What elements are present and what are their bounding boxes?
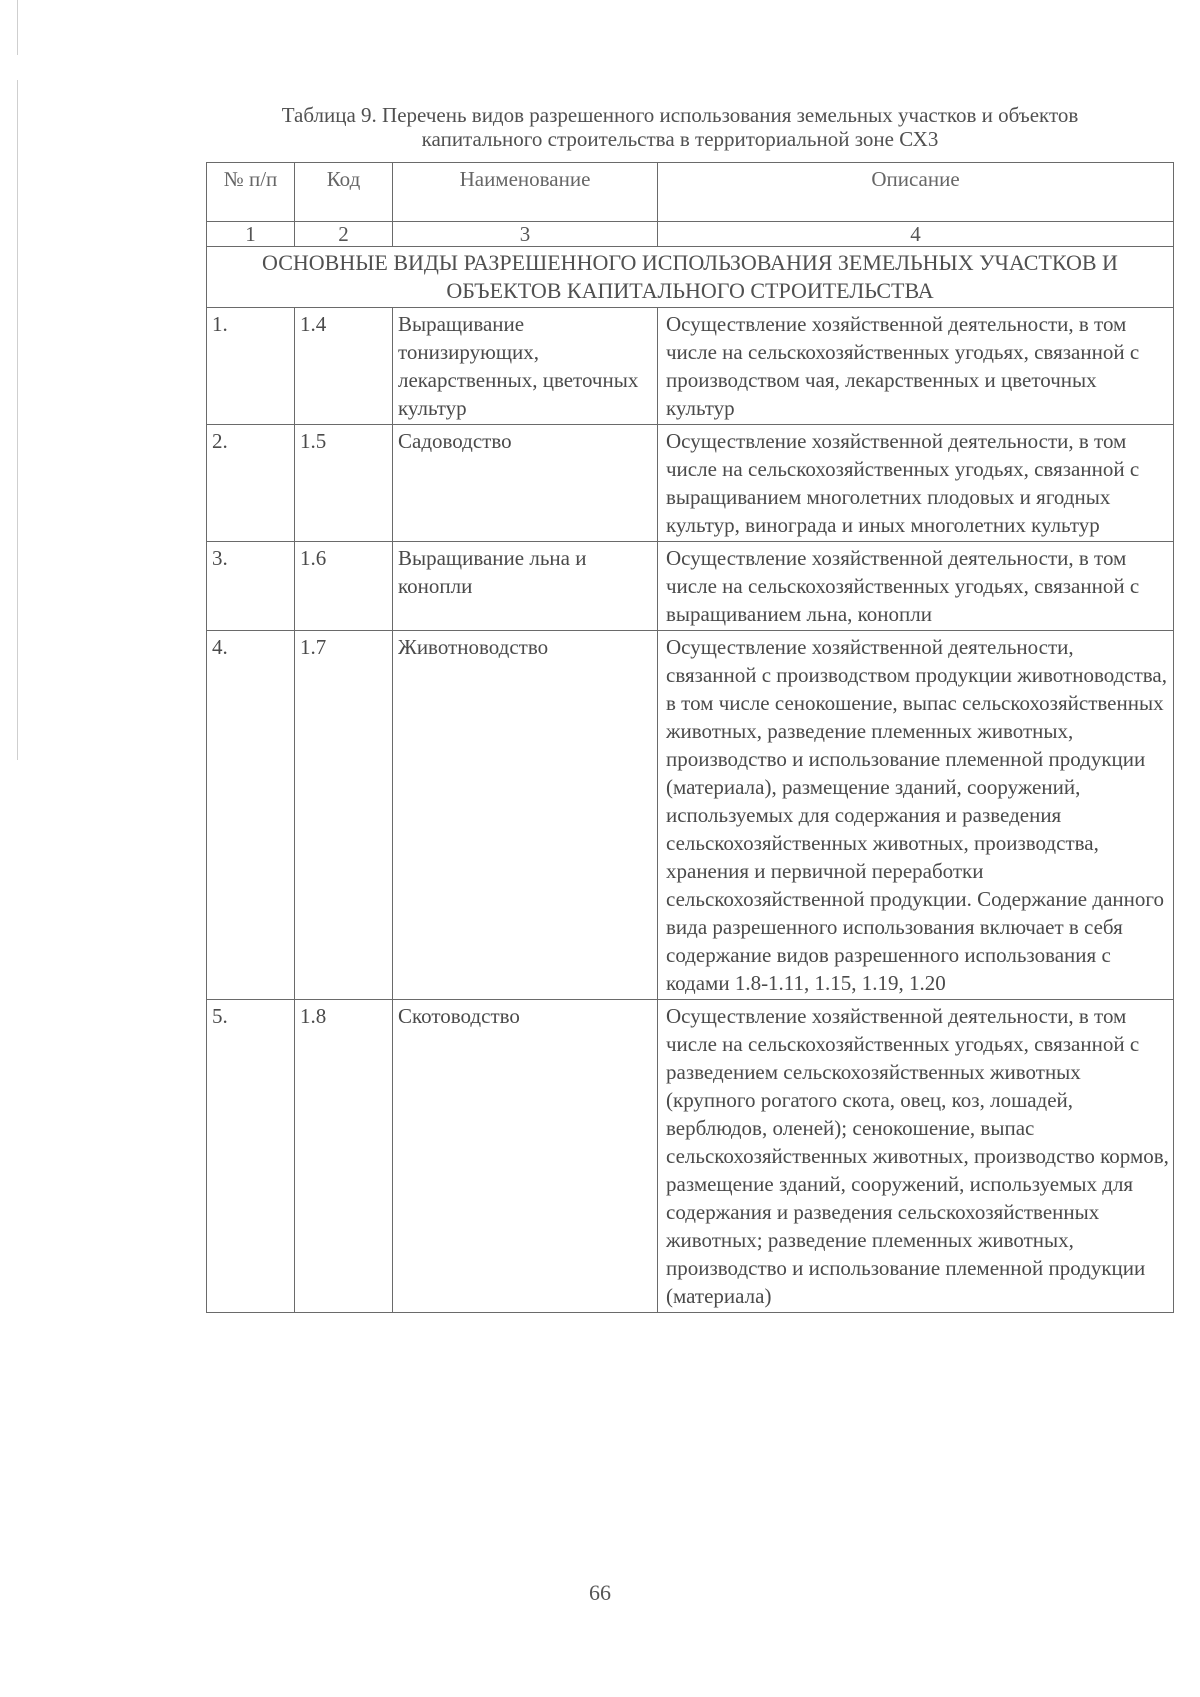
header-num: № п/п <box>207 163 295 222</box>
row-name: Скотоводство <box>393 1000 658 1313</box>
header-name: Наименование <box>393 163 658 222</box>
table-caption <box>200 103 1160 151</box>
column-number: 4 <box>658 222 1174 247</box>
row-name: Садоводство <box>393 425 658 542</box>
row-name: Выращивание тонизирующих, лекарственных, цветочных культур <box>393 308 658 425</box>
row-description: Осуществление хозяйственной деятельности, связанной с производством продукции животноводства, в том числе сенокошение, выпас сельскохозяйственных животных, разведение племенных животных, производство и использование племенной продукции (материала), размещение зданий, сооружений, используемых для содержания и разведения сельскохозяйственных животных, производства, хранения и первичной переработки сельскохозяйственной продукции. Содержание данного вида разрешенного использования включает в себя содержание видов разрешенного использования с кодами 1.8-1.11, 1.15, 1.19, 1.20 <box>658 631 1174 1000</box>
row-name: Выращивание льна и конопли <box>393 542 658 631</box>
row-description: Осуществление хозяйственной деятельности, в том числе на сельскохозяйственных угодьях, связанной с разведением сельскохозяйственных животных (крупного рогатого скота, овец, коз, лошадей, верблюдов, оленей); сенокошение, выпас сельскохозяйственных животных, производство кормов, размещение зданий, сооружений, используемых для содержания и разведения сельскохозяйственных животных; разведение племенных животных, производство и использование племенной продукции (материала) <box>658 1000 1174 1313</box>
header-description: Описание <box>658 163 1174 222</box>
table-row <box>207 1000 1174 1313</box>
row-description: Осуществление хозяйственной деятельности, в том числе на сельскохозяйственных угодьях, связанной с выращиванием льна, конопли <box>658 542 1174 631</box>
column-number: 2 <box>295 222 393 247</box>
section-title: ОСНОВНЫЕ ВИДЫ РАЗРЕШЕННОГО ИСПОЛЬЗОВАНИЯ ЗЕМЕЛЬНЫХ УЧАСТКОВ И ОБЪЕКТОВ КАПИТАЛЬНОГО СТРОИТЕЛЬСТВА <box>207 247 1174 308</box>
row-code: 1.8 <box>295 1000 393 1313</box>
header-code: Код <box>295 163 393 222</box>
row-num: 4. <box>207 631 295 1000</box>
column-number-row <box>207 222 1174 247</box>
table-row <box>207 308 1174 425</box>
row-code: 1.5 <box>295 425 393 542</box>
column-number: 3 <box>393 222 658 247</box>
row-description: Осуществление хозяйственной деятельности, в том числе на сельскохозяйственных угодьях, связанной с производством чая, лекарственных и цветочных культур <box>658 308 1174 425</box>
row-code: 1.6 <box>295 542 393 631</box>
row-num: 3. <box>207 542 295 631</box>
table-row <box>207 542 1174 631</box>
table-row <box>207 631 1174 1000</box>
page-number: 66 <box>589 1580 611 1605</box>
scan-edge-mark <box>17 0 18 55</box>
land-use-table <box>206 162 1174 1313</box>
table-caption-line-1: Таблица 9. Перечень видов разрешенного использования земельных участков и объектов <box>281 103 1079 127</box>
table-caption-line-2: капитального строительства в территориальной зоне СХ3 <box>421 127 939 151</box>
header-row <box>207 163 1174 222</box>
table-row <box>207 425 1174 542</box>
row-name: Животноводство <box>393 631 658 1000</box>
scan-edge-mark <box>17 80 18 760</box>
column-number: 1 <box>207 222 295 247</box>
section-row <box>207 247 1174 308</box>
row-num: 2. <box>207 425 295 542</box>
row-code: 1.4 <box>295 308 393 425</box>
row-num: 5. <box>207 1000 295 1313</box>
row-description: Осуществление хозяйственной деятельности, в том числе на сельскохозяйственных угодьях, связанной с выращиванием многолетних плодовых и ягодных культур, винограда и иных многолетних культур <box>658 425 1174 542</box>
row-code: 1.7 <box>295 631 393 1000</box>
row-num: 1. <box>207 308 295 425</box>
